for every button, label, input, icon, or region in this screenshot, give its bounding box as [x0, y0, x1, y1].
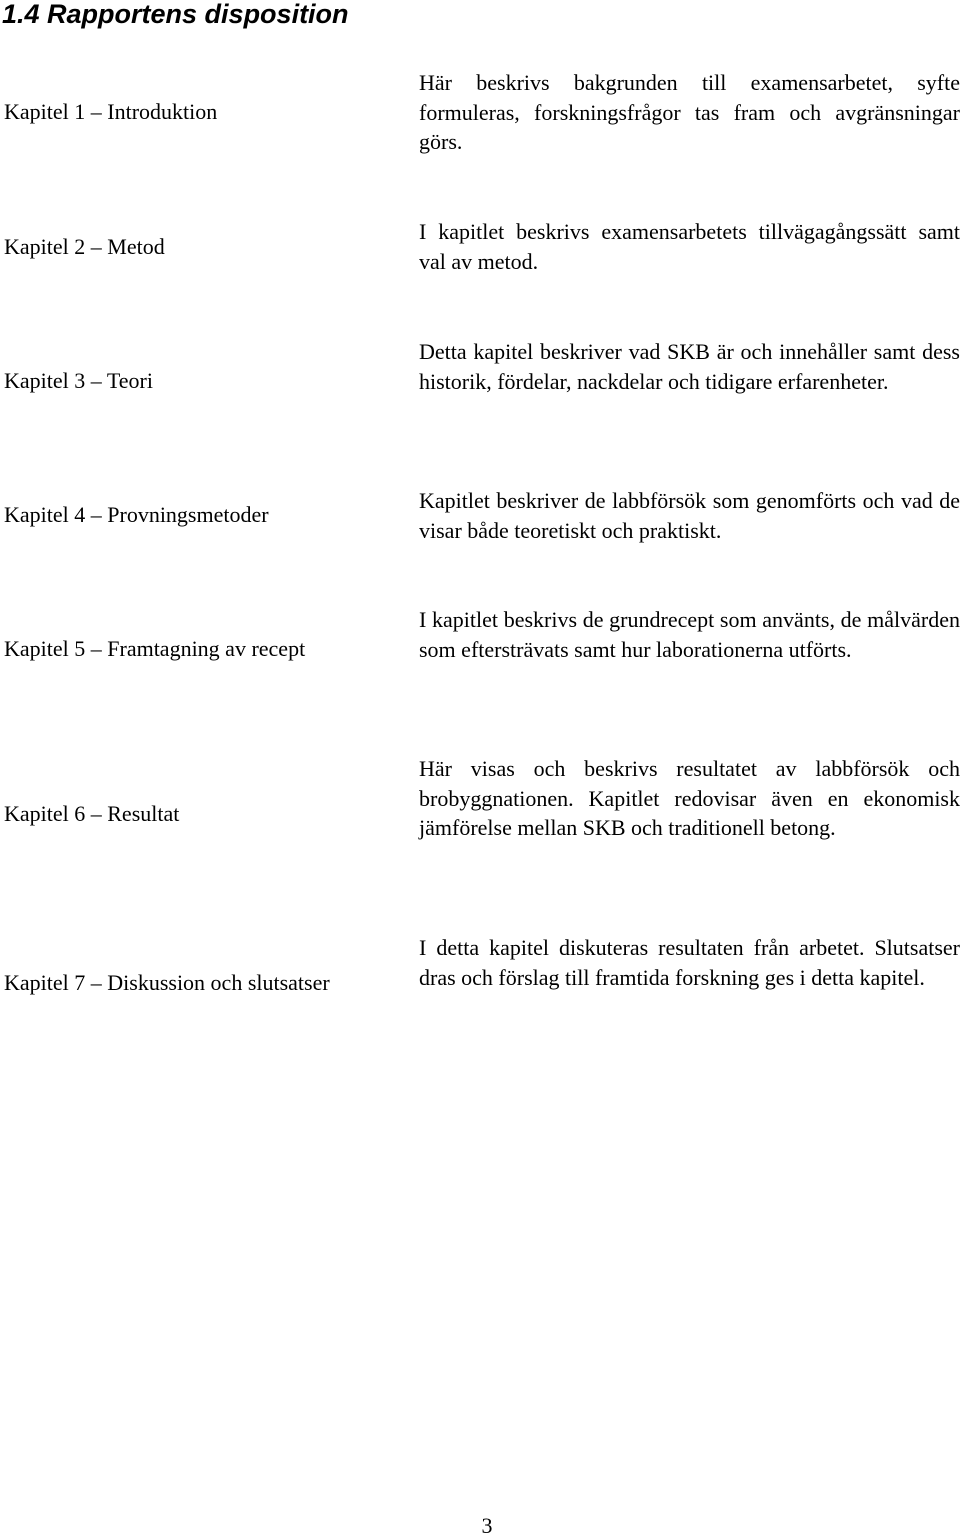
page-number: 3 [481, 1513, 493, 1538]
chapter-6-description: Här visas och beskrivs resultatet av labbförsök och brobyggnationen. Kapitlet redovisar även en ekonomisk jämförelse mellan SKB och traditionell betong. [419, 756, 960, 840]
chapter-6-label: Kapitel 6 – Resultat [4, 801, 180, 826]
chapter-3-label: Kapitel 3 – Teori [4, 368, 153, 393]
chapter-1-label: Kapitel 1 – Introduktion [4, 99, 218, 124]
page-title: 1.4 Rapportens disposition [2, 0, 349, 29]
chapter-4-description: Kapitlet beskriver de labbförsök som genomförts och vad de visar både teoretiskt och praktiskt. [419, 488, 960, 543]
chapter-2-description: I kapitlet beskrivs examensarbetets tillvägagångssätt samt val av metod. [419, 219, 960, 274]
chapter-7-description: I detta kapitel diskuteras resultaten från arbetet. Slutsatser dras och förslag till framtida forskning ges i detta kapitel. [419, 935, 960, 990]
chapter-5-label: Kapitel 5 – Framtagning av recept [4, 636, 306, 661]
chapter-4-label: Kapitel 4 – Provningsmetoder [4, 502, 269, 527]
chapter-2-label: Kapitel 2 – Metod [4, 234, 165, 259]
chapter-7-label: Kapitel 7 – Diskussion och slutsatser [4, 970, 330, 995]
chapter-1-description: Här beskrivs bakgrunden till examensarbetet, syfte formuleras, forskningsfrågor tas fram och avgränsningar görs. [419, 70, 960, 154]
chapter-3-description: Detta kapitel beskriver vad SKB är och innehåller samt dess historik, fördelar, nackdelar och tidigare erfarenheter. [419, 339, 960, 394]
chapter-5-description: I kapitlet beskrivs de grundrecept som använts, de målvärden som eftersträvats samt hur laborationerna utförts. [419, 607, 960, 662]
